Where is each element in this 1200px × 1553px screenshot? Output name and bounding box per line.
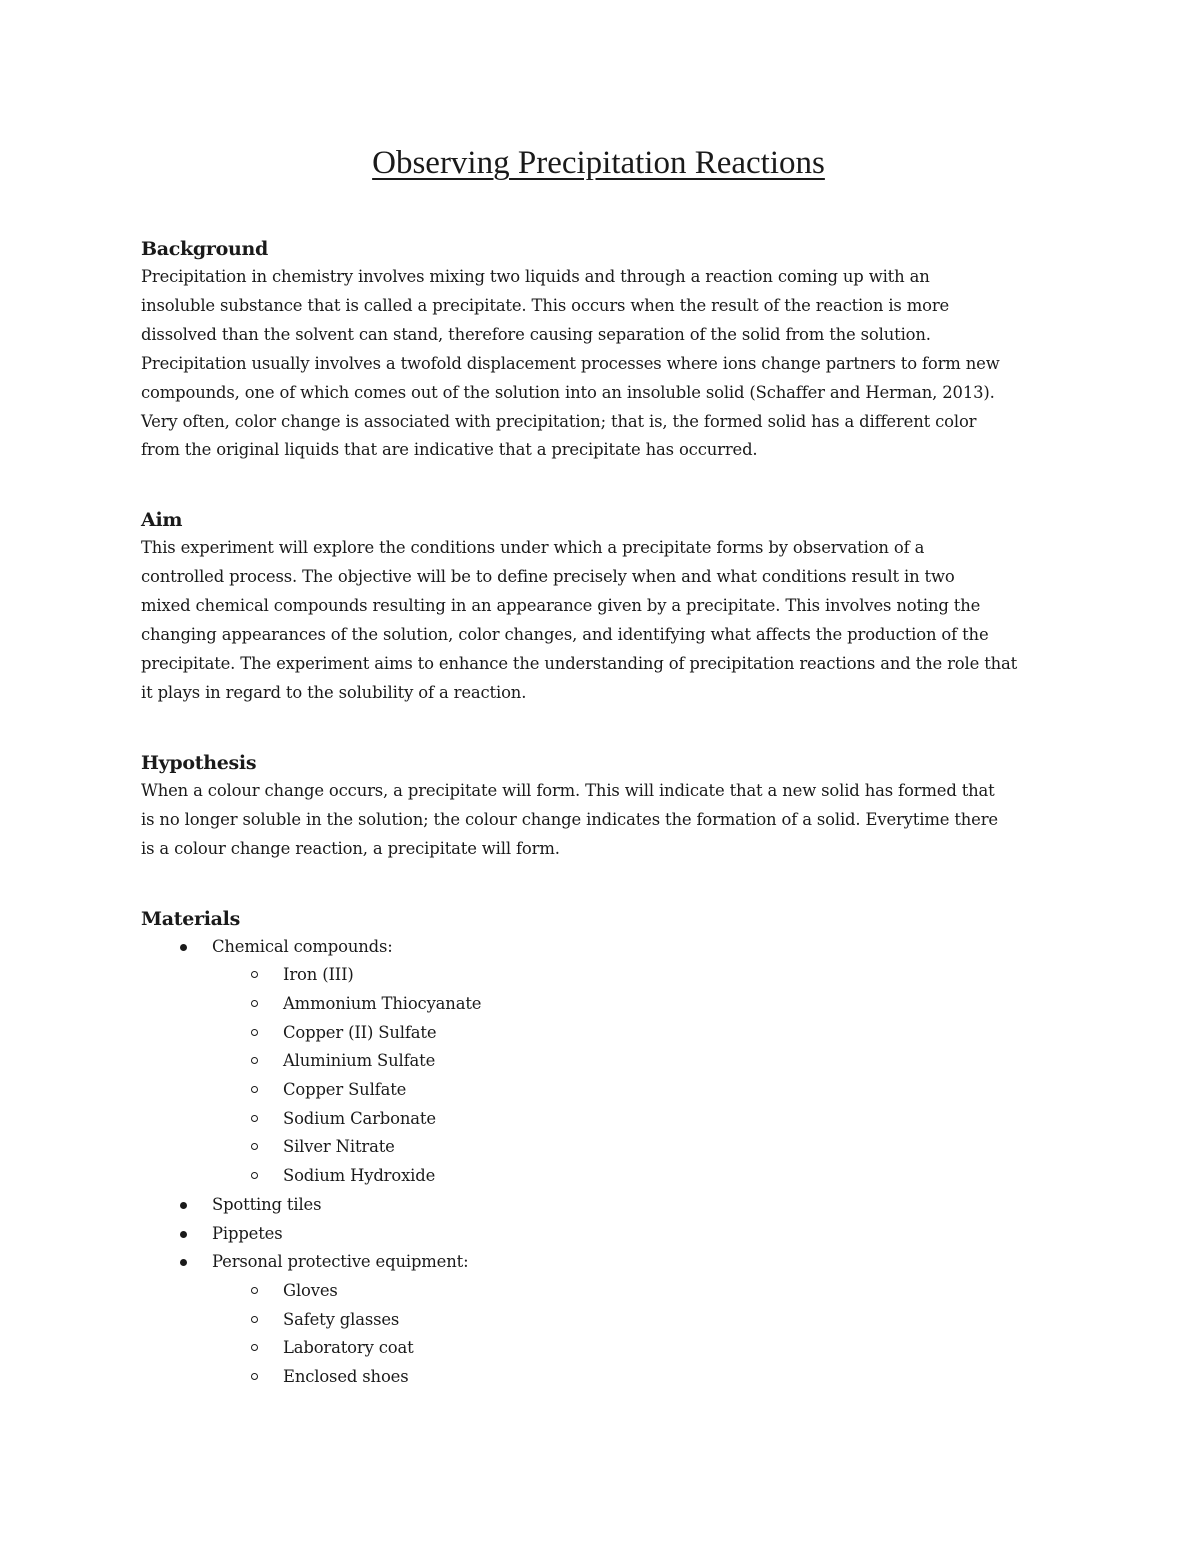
sublist-item <box>141 1076 1056 1105</box>
background-section <box>141 236 1056 465</box>
sublist-item <box>141 1277 1056 1306</box>
materials-heading: Materials <box>141 907 240 930</box>
list-item-label: Spotting tiles <box>212 1194 322 1214</box>
bullet-icon <box>180 944 187 951</box>
hypothesis-section <box>141 750 1056 864</box>
bullet-icon <box>180 1231 187 1238</box>
sublist-item-label: Safety glasses <box>283 1309 400 1329</box>
aim-paragraph <box>141 534 1056 707</box>
hypothesis-line: is no longer soluble in the solution; the colour change indicates the formation of a solid. Everytime there <box>141 809 998 829</box>
list-item <box>141 933 1056 1191</box>
aim-line: controlled process. The objective will be to define precisely when and what conditions result in two <box>141 567 955 587</box>
hollow-bullet-icon <box>251 1000 258 1007</box>
list-item-label: Chemical compounds: <box>212 936 393 956</box>
chemical-compounds-sublist <box>212 961 1056 1191</box>
hypothesis-paragraph <box>141 777 1056 864</box>
list-item <box>141 1220 1056 1249</box>
hypothesis-line: is a colour change reaction, a precipitate will form. <box>141 838 560 858</box>
hollow-bullet-icon <box>251 1373 258 1380</box>
materials-section <box>141 906 1056 1392</box>
aim-line: changing appearances of the solution, color changes, and identifying what affects the production of the <box>141 625 989 645</box>
hypothesis-heading: Hypothesis <box>141 751 257 774</box>
document-page <box>141 136 1056 1392</box>
sublist-item-label: Silver Nitrate <box>283 1137 395 1157</box>
sublist-item <box>141 1047 1056 1076</box>
aim-line: it plays in regard to the solubility of a reaction. <box>141 682 527 702</box>
sublist-item <box>141 990 1056 1019</box>
sublist-item-label: Gloves <box>283 1280 338 1300</box>
background-line: insoluble substance that is called a precipitate. This occurs when the result of the reaction is more <box>141 295 950 315</box>
hollow-bullet-icon <box>251 1287 258 1294</box>
background-line: dissolved than the solvent can stand, therefore causing separation of the solid from the solution. <box>141 324 931 344</box>
sublist-item <box>141 1363 1056 1392</box>
list-item <box>141 1191 1056 1220</box>
sublist-item <box>141 1019 1056 1048</box>
bullet-icon <box>180 1202 187 1209</box>
sublist-item-label: Laboratory coat <box>283 1338 414 1358</box>
sublist-item <box>141 1105 1056 1134</box>
sublist-item <box>141 1334 1056 1363</box>
aim-heading: Aim <box>141 509 183 532</box>
background-heading: Background <box>141 238 268 260</box>
list-item-label: Personal protective equipment: <box>212 1252 469 1272</box>
sublist-item <box>141 1133 1056 1162</box>
background-line: Precipitation usually involves a twofold displacement processes where ions change partners to form new <box>141 353 1000 373</box>
sublist-item-label: Ammonium Thiocyanate <box>283 993 482 1013</box>
sublist-item-label: Sodium Hydroxide <box>283 1166 436 1186</box>
bullet-icon <box>180 1259 187 1266</box>
aim-line: mixed chemical compounds resulting in an appearance given by a precipitate. This involves noting the <box>141 596 981 616</box>
hollow-bullet-icon <box>251 1115 258 1122</box>
sublist-item <box>141 961 1056 990</box>
aim-section <box>141 507 1056 707</box>
sublist-item-label: Aluminium Sulfate <box>283 1051 436 1071</box>
sublist-item <box>141 1306 1056 1335</box>
ppe-sublist <box>212 1277 1056 1392</box>
sublist-item-label: Sodium Carbonate <box>283 1108 436 1128</box>
background-line: from the original liquids that are indicative that a precipitate has occurred. <box>141 440 758 460</box>
background-line: compounds, one of which comes out of the solution into an insoluble solid (Schaffer and Herman, 2013). <box>141 382 995 402</box>
sublist-item <box>141 1162 1056 1191</box>
list-item-label: Pippetes <box>212 1223 283 1243</box>
background-paragraph <box>141 263 1056 465</box>
hollow-bullet-icon <box>251 1316 258 1323</box>
background-line: Precipitation in chemistry involves mixing two liquids and through a reaction coming up with an <box>141 267 930 286</box>
document-title: Observing Precipitation Reactions <box>372 145 825 181</box>
hypothesis-line: When a colour change occurs, a precipitate will form. This will indicate that a new solid has formed that <box>141 780 995 800</box>
sublist-item-label: Copper Sulfate <box>283 1080 407 1100</box>
background-line: Very often, color change is associated with precipitation; that is, the formed solid has a different color <box>141 411 977 431</box>
hollow-bullet-icon <box>251 1086 258 1093</box>
sublist-item-label: Enclosed shoes <box>283 1367 409 1387</box>
aim-line: This experiment will explore the conditions under which a precipitate forms by observation of a <box>141 538 925 558</box>
materials-list <box>141 933 1056 1392</box>
hollow-bullet-icon <box>251 1029 258 1036</box>
sublist-item-label: Copper (II) Sulfate <box>283 1022 437 1042</box>
sublist-item-label: Iron (III) <box>283 965 354 985</box>
list-item <box>141 1248 1056 1392</box>
aim-line: precipitate. The experiment aims to enhance the understanding of precipitation reactions and the role that <box>141 653 1018 673</box>
